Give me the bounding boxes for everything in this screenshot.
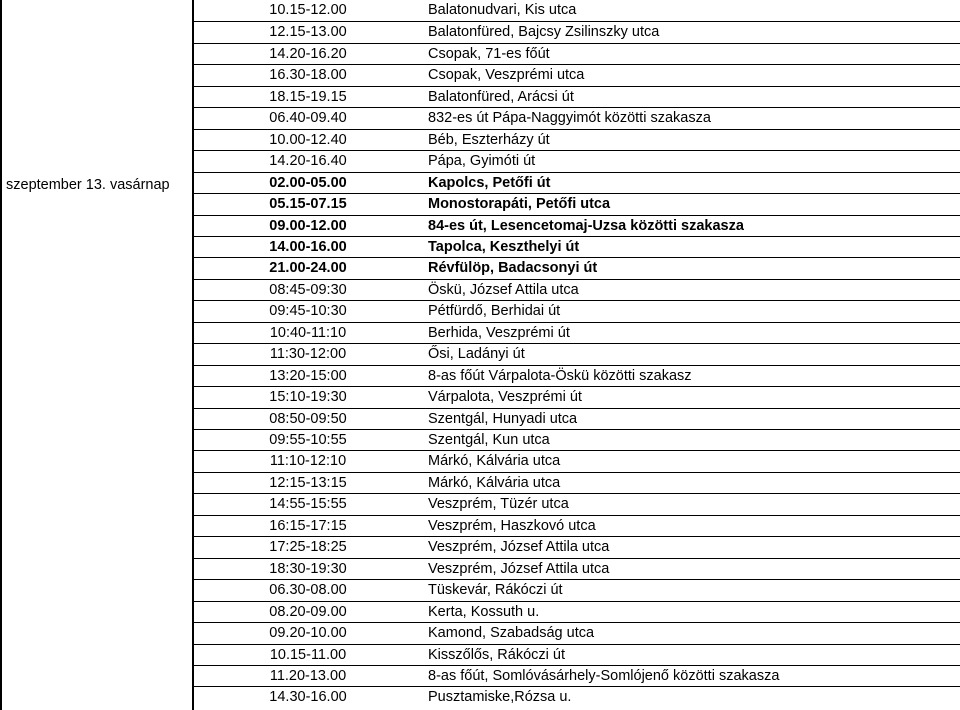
- time-cell: 10.15-11.00: [269, 646, 347, 663]
- time-cell: 09:55-10:55: [269, 432, 347, 448]
- location-cell: Tapolca, Keszthelyi út: [428, 238, 580, 255]
- table-row: [194, 536, 960, 557]
- location-cell: Márkó, Kálvária utca: [428, 474, 561, 491]
- location-cell: Kamond, Szabadság utca: [428, 625, 595, 642]
- location-cell: Kerta, Kossuth u.: [428, 603, 540, 620]
- time-cell: 10.00-12.40: [269, 131, 347, 148]
- table-row: [194, 172, 960, 193]
- table-row: [194, 558, 960, 579]
- table-row: [194, 601, 960, 622]
- location-cell: Pétfürdő, Berhidai út: [428, 303, 561, 320]
- location-cell: 8-as főút Várpalota-Öskü közötti szakasz: [428, 367, 692, 384]
- time-cell: 08:50-09:50: [269, 410, 347, 427]
- location-cell: Kapolcs, Petőfi út: [428, 174, 551, 191]
- table-row: [194, 450, 960, 471]
- time-cell: 02.00-05.00: [269, 174, 347, 191]
- time-cell: 18.15-19.15: [269, 88, 347, 105]
- location-cell: Veszprém, József Attila utca: [428, 560, 610, 577]
- location-cell: Márkó, Kálvária utca: [428, 453, 561, 470]
- table-row: [194, 365, 960, 386]
- table-row: [194, 515, 960, 536]
- table-row: [194, 665, 960, 686]
- table-row: [194, 0, 960, 21]
- location-cell: Szentgál, Hunyadi utca: [428, 410, 578, 427]
- location-cell: Szentgál, Kun utca: [428, 432, 550, 448]
- table-row: [194, 322, 960, 343]
- table-row: [194, 429, 960, 450]
- location-cell: Kisszőlős, Rákóczi út: [428, 646, 565, 663]
- time-cell: 11:10-12:10: [269, 453, 347, 470]
- time-cell: 06.40-09.40: [269, 110, 347, 127]
- time-cell: 14:55-15:55: [269, 496, 347, 513]
- table-row: [194, 386, 960, 407]
- time-cell: 08:45-09:30: [269, 281, 347, 298]
- time-cell: 13:20-15:00: [269, 367, 347, 384]
- table-row: [194, 622, 960, 643]
- table-row: [194, 343, 960, 364]
- location-cell: Veszprém, József Attila utca: [428, 539, 610, 556]
- location-cell: Tüskevár, Rákóczi út: [428, 582, 563, 599]
- table-row: [194, 150, 960, 171]
- time-cell: 17:25-18:25: [269, 539, 347, 556]
- time-cell: 16.30-18.00: [269, 67, 347, 84]
- time-cell: 18:30-19:30: [269, 560, 347, 577]
- time-cell: 09.00-12.00: [269, 217, 347, 234]
- location-cell: Balatonfüred, Arácsi út: [428, 88, 574, 105]
- time-cell: 15:10-19:30: [269, 389, 347, 406]
- table-row: [194, 64, 960, 85]
- location-cell: Révfülöp, Badacsonyi út: [428, 260, 598, 277]
- table-row: [194, 472, 960, 493]
- location-cell: Balatonfüred, Bajcsy Zsilinszky utca: [428, 24, 660, 41]
- time-cell: 11:30-12:00: [269, 346, 347, 363]
- table-row: [194, 215, 960, 236]
- table-left-border: [0, 0, 2, 710]
- table-row: [194, 408, 960, 429]
- time-cell: 09.20-10.00: [269, 625, 347, 642]
- time-cell: 12.15-13.00: [269, 24, 347, 41]
- date-label: szeptember 13. vasárnap: [6, 177, 170, 193]
- table-row: [194, 257, 960, 278]
- location-cell: Öskü, József Attila utca: [428, 281, 579, 298]
- location-cell: Csopak, 71-es főút: [428, 45, 550, 62]
- time-cell: 14.20-16.40: [269, 153, 347, 170]
- time-cell: 05.15-07.15: [269, 196, 347, 213]
- time-cell: 10:40-11:10: [269, 324, 347, 341]
- location-cell: Veszprém, Tüzér utca: [428, 496, 569, 513]
- location-cell: Várpalota, Veszprémi út: [428, 389, 582, 406]
- location-cell: 8-as főút, Somlóvásárhely-Somlójenő közötti szakasza: [428, 667, 780, 684]
- location-cell: Csopak, Veszprémi utca: [428, 67, 585, 84]
- table-row: [194, 21, 960, 42]
- table-row: [194, 279, 960, 300]
- time-cell: 10.15-12.00: [269, 2, 347, 18]
- location-cell: Pápa, Gyimóti út: [428, 153, 536, 170]
- time-cell: 12:15-13:15: [269, 474, 347, 491]
- location-cell: Veszprém, Haszkovó utca: [428, 517, 596, 534]
- location-cell: 832-es út Pápa-Naggyimót közötti szakasza: [428, 110, 711, 127]
- time-cell: 06.30-08.00: [269, 582, 347, 599]
- table-row: [194, 493, 960, 514]
- location-cell: Berhida, Veszprémi út: [428, 324, 570, 341]
- table-row: [194, 236, 960, 257]
- time-cell: 21.00-24.00: [269, 260, 347, 277]
- table-row: [194, 644, 960, 665]
- time-cell: 14.00-16.00: [269, 238, 347, 255]
- table-row: [194, 107, 960, 128]
- location-cell: Balatonudvari, Kis utca: [428, 2, 577, 18]
- location-cell: Béb, Eszterházy út: [428, 131, 550, 148]
- time-cell: 14.30-16.00: [269, 689, 347, 706]
- table-row: [194, 300, 960, 321]
- time-cell: 11.20-13.00: [269, 667, 347, 684]
- location-cell: Monostorapáti, Petőfi utca: [428, 196, 611, 213]
- time-cell: 08.20-09.00: [269, 603, 347, 620]
- time-cell: 14.20-16.20: [269, 45, 347, 62]
- table-row: [194, 86, 960, 107]
- time-cell: 09:45-10:30: [269, 303, 347, 320]
- location-cell: Ősi, Ladányi út: [428, 346, 525, 363]
- table-row: [194, 43, 960, 64]
- table-row: [194, 129, 960, 150]
- location-cell: Pusztamiske,Rózsa u.: [428, 689, 572, 706]
- table-row: [194, 686, 960, 707]
- time-cell: 16:15-17:15: [269, 517, 347, 534]
- table-row: [194, 193, 960, 214]
- table-row: [194, 579, 960, 600]
- location-cell: 84-es út, Lesencetomaj-Uzsa közötti szakasza: [428, 217, 744, 234]
